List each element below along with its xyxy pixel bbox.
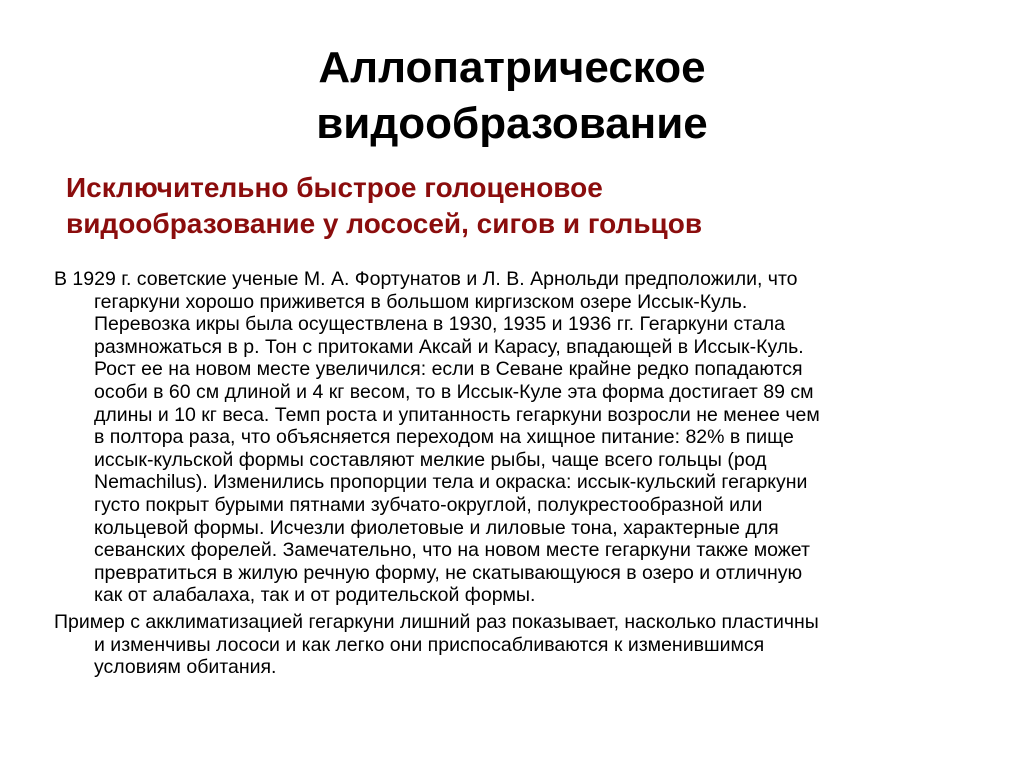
slide-subtitle [66,170,966,242]
slide-subtitle-line-2: видообразование у лососей, сигов и гольцов [66,208,703,239]
paragraph-acclimatization [54,268,964,607]
paragraph-line: длины и 10 кг веса. Темп роста и упитанность гегаркуни возросли не менее чем [94,403,820,426]
paragraph-line: как от алабалаха, так и от родительской формы. [94,584,536,607]
paragraph-line: условиям обитания. [94,656,277,679]
paragraph-line: кольцевой формы. Исчезли фиолетовые и лиловые тона, характерные для [94,516,779,539]
paragraph-line: особи в 60 см длиной и 4 кг весом, то в Иссык-Куле эта форма достигает 89 см [94,380,814,403]
paragraph-line: густо покрыт бурыми пятнами зубчато-округлой, полукрестообразной или [94,493,763,516]
slide-body [54,268,964,683]
paragraph-line: иссык-кульской формы составляют мелкие рыбы, чаще всего гольцы (род [94,448,767,471]
paragraph-line: Пример с акклиматизацией гегаркуни лишний раз показывает, насколько пластичны [54,610,819,633]
paragraph-line: размножаться в р. Тон с притоками Аксай и Карасу, впадающей в Иссык-Куль. [94,335,804,358]
slide-subtitle-line-1: Исключительно быстрое голоценовое [66,172,603,203]
slide-title-line-1: Аллопатрическое [318,43,706,92]
paragraph-conclusion [54,611,964,679]
paragraph-line: Nemachilus). Изменились пропорции тела и окраска: иссык-кульский гегаркуни [94,471,808,494]
paragraph-line: Рост ее на новом месте увеличился: если в Севане крайне редко попадаются [94,358,803,381]
paragraph-line: в полтора раза, что объясняется переходом на хищное питание: 82% в пище [94,426,794,449]
paragraph-line: севанских форелей. Замечательно, что на новом месте гегаркуни также может [94,539,810,562]
paragraph-line: Перевозка икры была осуществлена в 1930, 1935 и 1936 гг. Гегаркуни стала [94,313,786,336]
paragraph-line: превратиться в жилую речную форму, не скатывающуюся в озеро и отличную [94,561,803,584]
slide-title [0,40,1024,152]
paragraph-line: и изменчивы лососи и как легко они приспосабливаются к изменившимся [94,633,765,656]
paragraph-line: В 1929 г. советские ученые М. А. Фортунатов и Л. В. Арнольди предположили, что [54,268,798,290]
slide-title-line-2: видообразование [316,99,708,148]
paragraph-line: гегаркуни хорошо приживется в большом киргизском озере Иссык-Куль. [94,290,748,313]
